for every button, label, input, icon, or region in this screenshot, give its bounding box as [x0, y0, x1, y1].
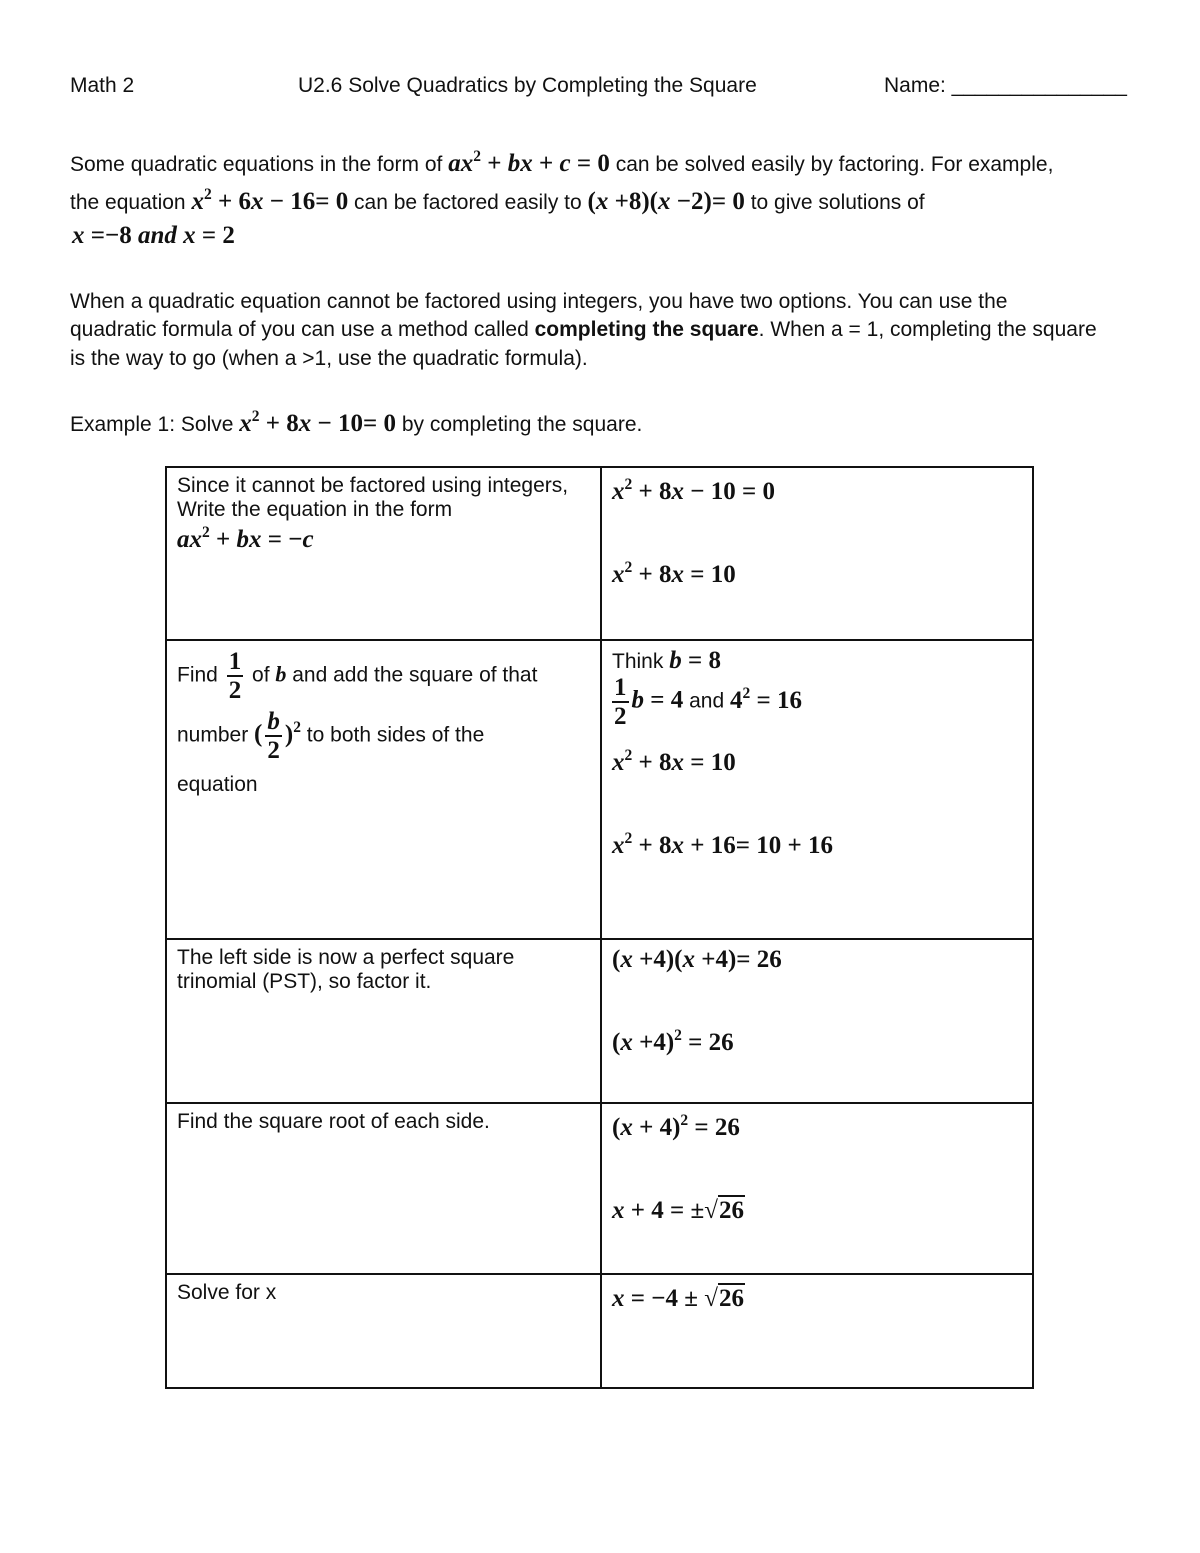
math-factored-form: (x +8)(x −2)= 0: [587, 188, 745, 215]
step-work-cell: [601, 467, 1033, 640]
fraction-b-over-2: $\frac{b}{2}$: [267, 708, 280, 764]
step-text: of: [252, 663, 270, 687]
square-root: √26: [704, 1285, 744, 1312]
math-standard-form: $ax^2$ + bx + c = 0: [448, 147, 610, 177]
math-step: (x +4)(x +4)= 26: [612, 946, 782, 973]
course-label: Math 2: [70, 74, 135, 97]
para2-line-3: is the way to go (when a >1, use the quadratic formula).: [70, 347, 588, 370]
step-text: The left side is now a perfect square: [177, 946, 515, 969]
step-text: Since it cannot be factored using integers,: [177, 474, 569, 497]
intro-text: the equation: [70, 191, 186, 214]
example-suffix: by completing the square.: [401, 413, 643, 436]
math-example-problem: $x^2 + 8x - 10= 0$: [239, 407, 397, 437]
para2-text: quadratic formula of you can use a method called: [70, 318, 529, 341]
step-text: Solve for x: [177, 1281, 277, 1304]
step-text: Think: [612, 650, 664, 673]
step-text: Find: [177, 663, 218, 687]
step-text-line: Find $\frac{1}{2}$ of b and add the square of that: [177, 648, 538, 704]
intro-text: Some quadratic equations in the form of: [70, 153, 443, 176]
math-final-answer: x = −4 ± √26: [612, 1285, 744, 1312]
math-step: $x^2 + 8x + 16= 10 + 16$: [612, 829, 833, 859]
intro-line-2: [70, 185, 925, 216]
square-root: √26: [704, 1197, 744, 1224]
example-heading: [70, 407, 643, 438]
table-row: [166, 1103, 1033, 1274]
completing-square-term: completing the square: [534, 318, 759, 341]
table-row: [166, 467, 1033, 640]
step-instruction-cell: [166, 640, 601, 939]
table-row: [166, 1274, 1033, 1388]
math-step: $(x +4)^2 = 26$: [612, 1026, 734, 1056]
intro-text: can be solved easily by factoring. For example,: [615, 153, 1054, 176]
step-work-cell: [601, 1103, 1033, 1274]
example-label: Example 1: Solve: [70, 413, 234, 436]
math-step: $x^2 + 8x = 10$: [612, 558, 736, 588]
math-step: $(x + 4)^2 = 26$: [612, 1111, 740, 1141]
fraction-one-half: $\frac{1}{2}$: [614, 674, 627, 730]
step-work-cell: [601, 939, 1033, 1103]
step-instruction-cell: [166, 467, 601, 640]
para2-text: . When a = 1, completing the square: [758, 318, 1097, 341]
math-step: $\frac{1}{2}$ b = 4 and $4^2 = 16$: [614, 674, 802, 730]
step-text: equation: [177, 773, 258, 796]
math-step: x + 4 = ±√26: [612, 1197, 744, 1224]
math-general-form: $ax^2$ + bx = −c: [177, 523, 314, 553]
math-step: $x^2 + 8x - 10 = 0$: [612, 475, 775, 505]
step-text: and add the square of that: [292, 663, 538, 687]
math-step: Think b = 8: [612, 647, 721, 674]
step-instruction-cell: [166, 1103, 601, 1274]
page-title: U2.6 Solve Quadratics by Completing the Square: [298, 74, 757, 97]
intro-text: can be factored easily to: [354, 191, 582, 214]
step-work-cell: [601, 640, 1033, 939]
math-solutions: x =−8 and x = 2: [72, 222, 235, 249]
step-text: Write the equation in the form: [177, 498, 453, 521]
and-word: and: [138, 222, 177, 249]
math-step: $x^2 + 8x = 10$: [612, 746, 736, 776]
step-work-cell: [601, 1274, 1033, 1388]
table-row: [166, 939, 1033, 1103]
para2-line-2: [70, 318, 1097, 342]
intro-text: to give solutions of: [750, 191, 925, 214]
math-example-equation: $x^2 + 6x - 16= 0$: [191, 185, 349, 215]
intro-line-1: [70, 147, 1054, 178]
step-instruction-cell: [166, 939, 601, 1103]
table-row: [166, 640, 1033, 939]
step-text: number: [177, 723, 249, 747]
name-field-label: Name: _______________: [884, 74, 1127, 97]
step-text: and: [689, 689, 725, 713]
fraction-one-half: $\frac{1}{2}$: [228, 648, 242, 704]
step-text: trinomial (PST), so factor it.: [177, 970, 432, 993]
step-instruction-cell: [166, 1274, 601, 1388]
step-text: Find the square root of each side.: [177, 1110, 490, 1133]
step-text: to both sides of the: [306, 723, 485, 747]
step-text-line: number ( $\frac{b}{2}$ )$^2$ to both sides of the: [177, 708, 485, 764]
steps-table: [165, 466, 1034, 1389]
para2-line-1: When a quadratic equation cannot be factored using integers, you have two options. You can use the: [70, 290, 1008, 313]
